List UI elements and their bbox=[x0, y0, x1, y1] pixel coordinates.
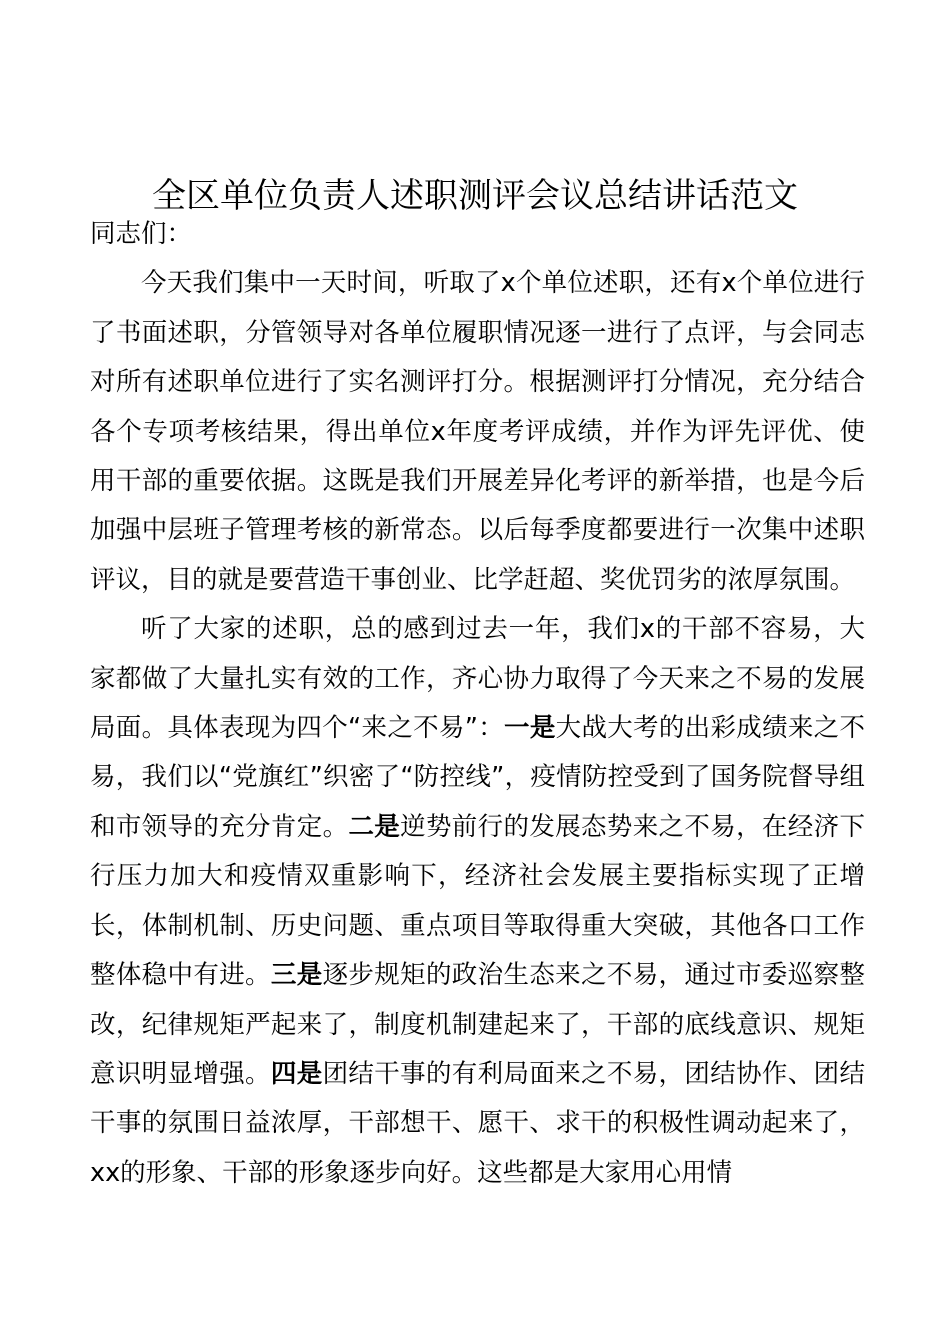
paragraph-1: 今天我们集中一天时间，听取了x个单位述职，还有x个单位进行了书面述职，分管领导对各单位履职情况逐一进行了点评，与会同志对所有述职单位进行了实名测评打分。根据测评打分情况，充分结合各个专项考核结果，得出单位x年度考评成绩，并作为评先评优、使用干部的重要依据。这既是我们开展差异化考评的新举措，也是今后加强中层班子管理考核的新常态。以后每季度都要进行一次集中述职评议，目的就是要营造干事创业、比学赶超、奖优罚劣的浓厚氛围。 bbox=[90, 268, 865, 595]
document-title: 全区单位负责人述职测评会议总结讲话范文 bbox=[152, 176, 798, 216]
point-4-label: 四是 bbox=[270, 1058, 323, 1089]
point-1-text: 大战大考的出彩成绩来之不易，我们以“党旗红”织密了“防控线”，疫情防控受到了国务院督导组和市领导的充分肯定。 bbox=[90, 713, 865, 842]
point-3-text: 逐步规矩的政治生态来之不易，通过市委巡察整改，纪律规矩严起来了，制度机制建起来了，干部的底线意识、规矩意识明显增强。 bbox=[90, 960, 865, 1089]
document-body bbox=[90, 210, 865, 1198]
point-2-label: 二是 bbox=[348, 811, 401, 842]
point-1-label: 一是 bbox=[504, 713, 556, 744]
point-2-text: 逆势前行的发展态势来之不易，在经济下行压力加大和疫情双重影响下，经济社会发展主要指标实现了正增长，体制机制、历史问题、重点项目等取得重大突破，其他各口工作整体稳中有进。 bbox=[90, 811, 865, 991]
point-4-text: 团结干事的有利局面来之不易，团结协作、团结干事的氛围日益浓厚，干部想干、愿干、求干的积极性调动起来了，xx的形象、干部的形象逐步向好。这些都是大家用心用情 bbox=[90, 1058, 865, 1188]
point-3-label: 三是 bbox=[270, 960, 323, 991]
paragraph-2-intro: 听了大家的述职，总的感到过去一年，我们x的干部不容易，大家都做了大量扎实有效的工作，齐心协力取得了今天来之不易的发展局面。具体表现为四个“来之不易”： bbox=[90, 614, 865, 744]
salutation: 同志们： bbox=[90, 219, 193, 249]
paragraph-2 bbox=[90, 605, 865, 1198]
